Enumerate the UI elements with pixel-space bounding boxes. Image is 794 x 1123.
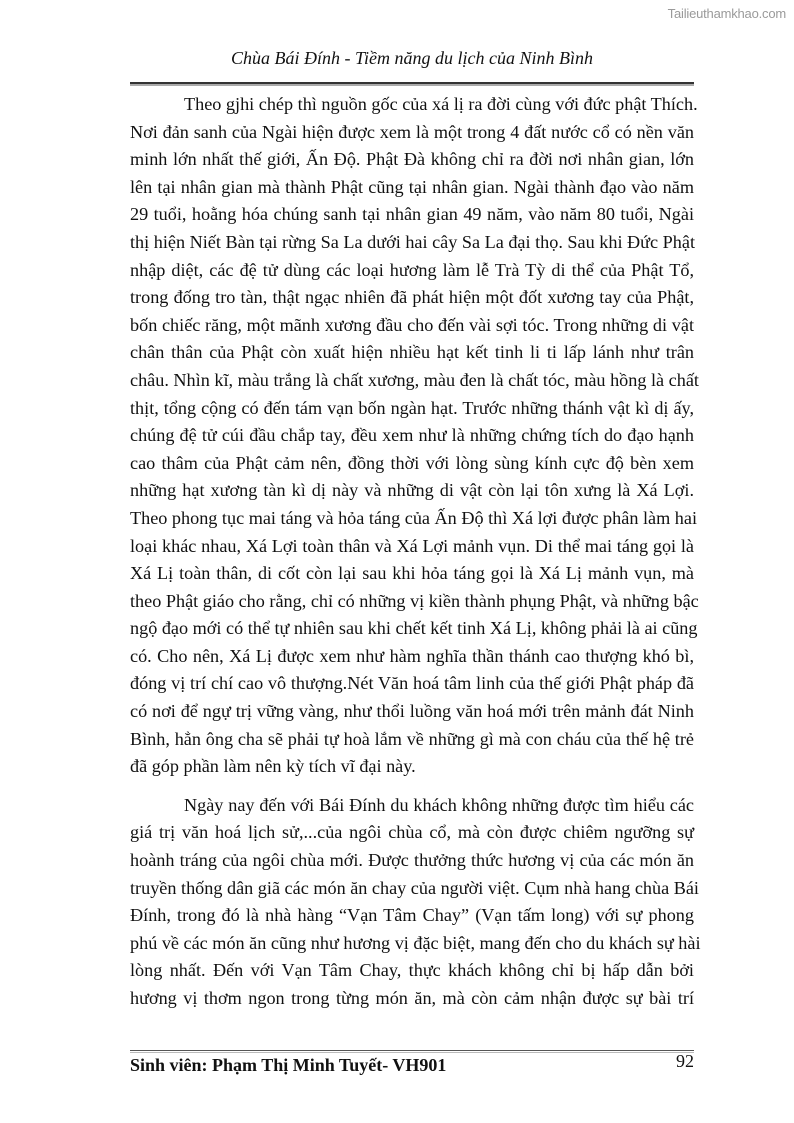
text-line: truyền thống dân giã các món ăn chay của người việt. Cụm nhà hang chùa Bái (130, 877, 699, 898)
text-line: 29 tuổi, hoằng hóa chúng sanh tại nhân gian 49 năm, vào năm 80 tuổi, Ngài (130, 204, 694, 225)
text-line: Theo gjhi chép thì nguồn gốc của xá lị ra đời cùng với đức phật Thích. (184, 94, 698, 114)
running-header-title: Chùa Bái Đính - Tiềm năng du lịch của Ninh Bình (231, 48, 593, 68)
text-line: có. Cho nên, Xá Lị được xem như hàm nghĩa thần thánh cao thượng khó bì, (130, 645, 694, 666)
page-number: 92 (676, 1051, 694, 1071)
paragraph (130, 792, 701, 1013)
header-divider (130, 82, 694, 84)
text-line: thị hiện Niết Bàn tại rừng Sa La dưới hai cây Sa La đại thọ. Sau khi Đức Phật (130, 231, 695, 252)
text-line: Ngày nay đến với Bái Đính du khách không những được tìm hiểu các (184, 794, 694, 815)
text-line: ngộ đạo mới có thể tự nhiên sau khi chết kết tinh Xá Lị, không phải là ai cũng (130, 618, 698, 639)
watermark: Tailieuthamkhao.com (667, 6, 786, 21)
text-line: hương vị thơm ngon trong từng món ăn, mà còn cảm nhận được sự bài trí (130, 988, 694, 1008)
footer-author: Sinh viên: Phạm Thị Minh Tuyết- VH901 (130, 1055, 447, 1075)
text-line: đã góp phần làm nên kỳ tích vĩ đại này. (130, 756, 416, 777)
text-line: lòng nhất. Đến với Vạn Tâm Chay, thực khách không chỉ bị hấp dẫn bởi (130, 960, 694, 981)
text-line: Xá Lị toàn thân, di cốt còn lại sau khi hỏa táng gọi là Xá Lị mảnh vụn, mà (130, 563, 694, 584)
text-line: chúng đệ tử cúi đầu chắp tay, đều xem như là những chứng tích do đạo hạnh (130, 425, 694, 446)
document-body (130, 91, 701, 1013)
text-line: Đính, trong đó là nhà hàng “Vạn Tâm Chay” (Vạn tấm long) với sự phong (130, 905, 694, 926)
text-line: những hạt xương tàn kì dị này và những di vật còn lại tôn xưng là Xá Lợi. (130, 480, 694, 501)
text-line: lên tại nhân gian mà thành Phật cũng tại nhân gian. Ngài thành đạo vào năm (130, 176, 694, 197)
text-line: Nơi đản sanh của Ngài hiện được xem là một trong 4 đất nước cổ có nền văn (130, 121, 694, 142)
paragraph (130, 91, 699, 781)
text-line: theo Phật giáo cho rằng, chỉ có những vị kiền thành phụng Phật, và những bậc (130, 590, 699, 611)
text-line: Bình, hẳn ông cha sẽ phải tự hoà lắm về những gì mà con cháu của thế hệ trẻ (130, 728, 694, 749)
text-line: minh lớn nhất thế giới, Ấn Độ. Phật Đà không chỉ ra đời nơi nhân gian, lớn (130, 149, 694, 170)
text-line: giá trị văn hoá lịch sử,...của ngôi chùa cổ, mà còn được chiêm ngưỡng sự (130, 822, 694, 843)
text-line: phú về các món ăn cũng như hương vị đặc biệt, mang đến cho du khách sự hài (130, 932, 701, 953)
text-line: hoành tráng của ngôi chùa mới. Được thưởng thức hương vị của các món ăn (130, 850, 694, 871)
footer-divider (130, 1050, 694, 1051)
text-line: đóng vị trí chí cao vô thượng.Nét Văn hoá tâm linh của thế giới Phật pháp đã (130, 673, 694, 694)
text-line: Theo phong tục mai táng và hỏa táng của Ấn Độ thì Xá lợi được phân làm hai (130, 507, 697, 528)
text-line: cao thâm của Phật cảm nên, đồng thời với lòng sùng kính cực độ bèn xem (130, 452, 694, 473)
text-line: nhập diệt, các đệ tử dùng các loại hương làm lễ Trà Tỳ di thể của Phật Tổ, (130, 259, 694, 280)
text-line: bốn chiếc răng, một mãnh xương đầu cho đến vài sợi tóc. Trong những di vật (130, 314, 694, 335)
text-line: loại khác nhau, Xá Lợi toàn thân và Xá Lợi mảnh vụn. Di thể mai táng gọi là (130, 535, 694, 556)
text-line: chân thân của Phật còn xuất hiện nhiều hạt kết tinh li ti lấp lánh như trân (130, 342, 694, 363)
text-line: châu. Nhìn kĩ, màu trắng là chất xương, màu đen là chất tóc, màu hồng là chất (130, 369, 699, 390)
text-line: thịt, tổng cộng có đến tám vạn bốn ngàn hạt. Trước những thánh vật kì dị ấy, (130, 397, 694, 418)
text-line: trong đống tro tàn, thật ngạc nhiên đã phát hiện một đốt xương tay của Phật, (130, 287, 694, 308)
text-line: có nơi để ngự trị vững vàng, như thổi luồng văn hoá mới trên mảnh đát Ninh (130, 701, 694, 722)
